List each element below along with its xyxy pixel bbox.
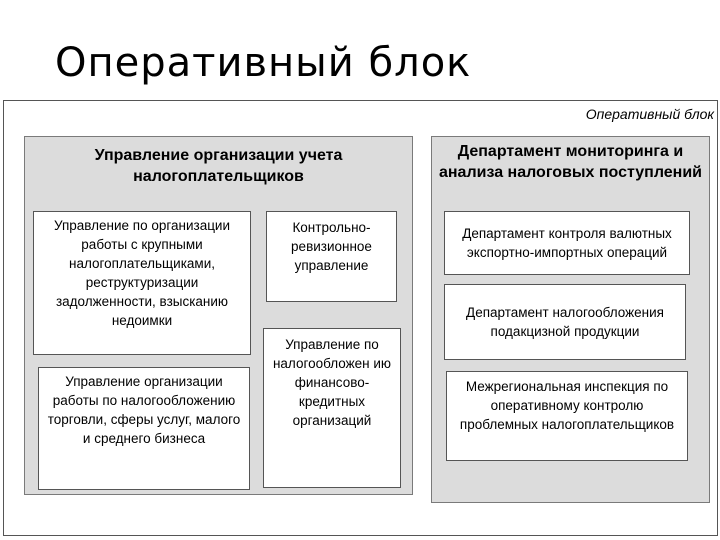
department-box-currency-control	[444, 211, 690, 275]
department-box-text: Управление организации работы по налогообложению торговли, сферы услуг, малого и среднего бизнеса	[47, 374, 241, 446]
department-box-large-taxpayers	[33, 211, 251, 355]
department-box-text: Департамент контроля валютных экспортно-импортных операций	[462, 226, 672, 260]
department-box-text: Департамент налогообложения подакцизной продукции	[466, 305, 664, 339]
department-box-text: Межрегиональная инспекция по оперативному контролю проблемных налогоплательщиков	[459, 379, 675, 432]
department-box-text: Управление по организации работы с крупными налогоплательщиками, реструктуризации задолженности, взысканию недоимки	[53, 218, 231, 328]
right-panel-title: Департамент мониторинга и анализа налоговых поступлений	[438, 143, 702, 181]
department-box-text: Контрольно-ревизионное управление	[291, 220, 372, 273]
slide-title: Оперативный блок	[55, 40, 472, 86]
department-box-text: Управление по налогообложен ию финансово-кредитных организаций	[272, 337, 392, 428]
department-box-financial-credit	[263, 328, 401, 488]
left-panel-title: Управление организации учета налогоплательщиков	[94, 147, 343, 185]
department-box-control-audit	[266, 211, 397, 302]
frame-label: Оперативный блок	[585, 106, 714, 122]
department-box-trade-services	[38, 367, 250, 490]
department-box-excise-taxation	[444, 284, 686, 360]
department-box-interregional-inspection	[446, 371, 688, 461]
